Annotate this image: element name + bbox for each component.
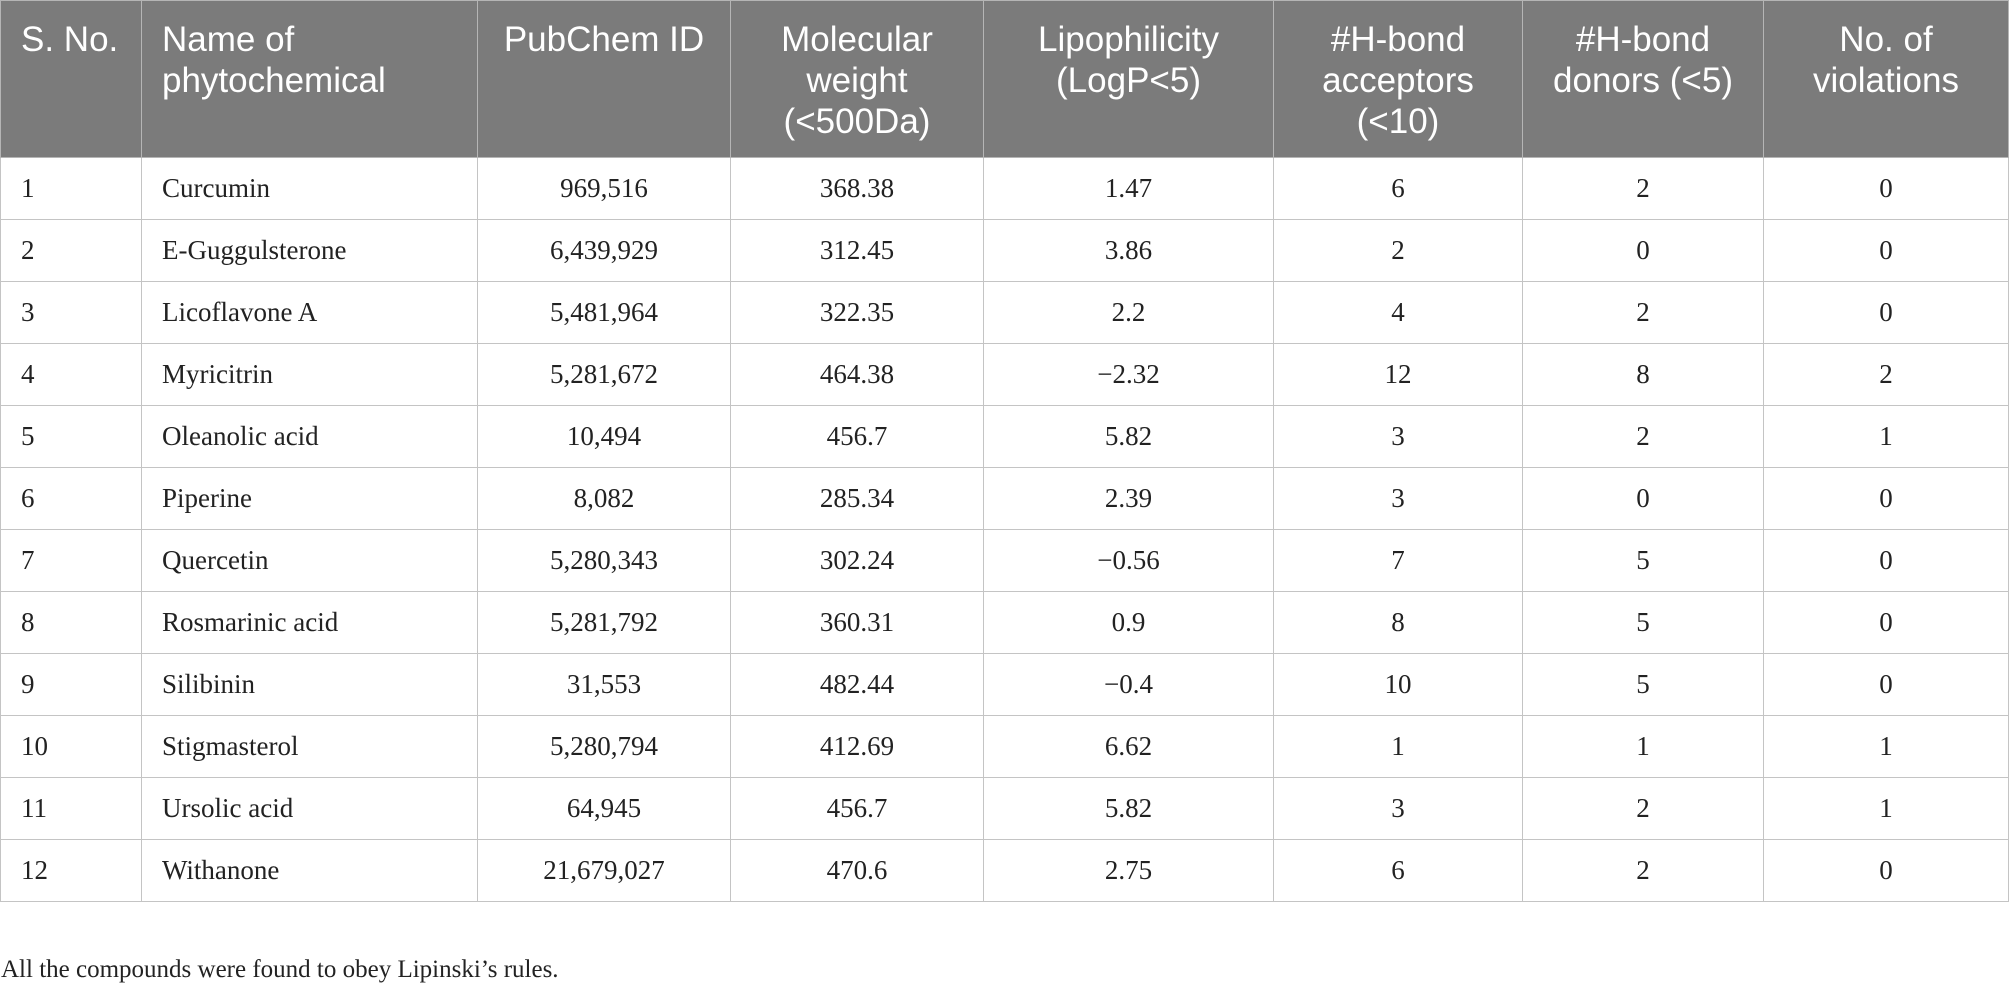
table-row (1, 592, 2009, 654)
cell-violations: 0 (1764, 654, 2009, 716)
cell-molecular-weight: 322.35 (731, 282, 984, 344)
cell-hbond-donors: 2 (1523, 406, 1764, 468)
table-row (1, 716, 2009, 778)
cell-hbond-donors: 2 (1523, 282, 1764, 344)
table-row (1, 530, 2009, 592)
cell-hbond-donors: 2 (1523, 778, 1764, 840)
cell-hbond-acceptors: 12 (1274, 344, 1523, 406)
cell-violations: 0 (1764, 468, 2009, 530)
cell-molecular-weight: 302.24 (731, 530, 984, 592)
cell-name: Stigmasterol (142, 716, 478, 778)
cell-lipophilicity: −0.4 (984, 654, 1274, 716)
cell-lipophilicity: 3.86 (984, 220, 1274, 282)
table-body (1, 158, 2009, 902)
cell-violations: 0 (1764, 220, 2009, 282)
cell-lipophilicity: −0.56 (984, 530, 1274, 592)
cell-pubchem-id: 5,481,964 (478, 282, 731, 344)
cell-pubchem-id: 8,082 (478, 468, 731, 530)
cell-hbond-acceptors: 4 (1274, 282, 1523, 344)
cell-s-no: 1 (1, 158, 142, 220)
cell-hbond-acceptors: 10 (1274, 654, 1523, 716)
cell-molecular-weight: 360.31 (731, 592, 984, 654)
table-row (1, 344, 2009, 406)
table-row (1, 840, 2009, 902)
column-header-pubchem-id: PubChem ID (478, 1, 731, 158)
cell-pubchem-id: 5,280,794 (478, 716, 731, 778)
cell-s-no: 11 (1, 778, 142, 840)
cell-name: Quercetin (142, 530, 478, 592)
table-row (1, 778, 2009, 840)
column-header-s-no: S. No. (1, 1, 142, 158)
cell-lipophilicity: 0.9 (984, 592, 1274, 654)
cell-molecular-weight: 285.34 (731, 468, 984, 530)
cell-pubchem-id: 6,439,929 (478, 220, 731, 282)
cell-s-no: 6 (1, 468, 142, 530)
table-row (1, 282, 2009, 344)
cell-hbond-acceptors: 6 (1274, 840, 1523, 902)
column-header-lipophilicity: Lipophilicity (LogP<5) (984, 1, 1274, 158)
cell-name: Myricitrin (142, 344, 478, 406)
table-row (1, 468, 2009, 530)
cell-s-no: 7 (1, 530, 142, 592)
cell-s-no: 10 (1, 716, 142, 778)
cell-hbond-donors: 8 (1523, 344, 1764, 406)
cell-molecular-weight: 464.38 (731, 344, 984, 406)
cell-s-no: 4 (1, 344, 142, 406)
cell-molecular-weight: 412.69 (731, 716, 984, 778)
cell-violations: 2 (1764, 344, 2009, 406)
column-header-name: Name of phytochemical (142, 1, 478, 158)
cell-pubchem-id: 5,281,792 (478, 592, 731, 654)
cell-hbond-acceptors: 7 (1274, 530, 1523, 592)
table-row (1, 406, 2009, 468)
cell-s-no: 8 (1, 592, 142, 654)
cell-hbond-acceptors: 2 (1274, 220, 1523, 282)
cell-violations: 1 (1764, 406, 2009, 468)
cell-hbond-donors: 5 (1523, 530, 1764, 592)
cell-lipophilicity: −2.32 (984, 344, 1274, 406)
column-header-hbond-donors: #H-bond donors (<5) (1523, 1, 1764, 158)
cell-hbond-acceptors: 3 (1274, 406, 1523, 468)
cell-molecular-weight: 470.6 (731, 840, 984, 902)
cell-s-no: 5 (1, 406, 142, 468)
cell-violations: 1 (1764, 716, 2009, 778)
cell-lipophilicity: 2.2 (984, 282, 1274, 344)
cell-hbond-acceptors: 3 (1274, 778, 1523, 840)
cell-lipophilicity: 2.39 (984, 468, 1274, 530)
table-row (1, 654, 2009, 716)
cell-hbond-donors: 0 (1523, 468, 1764, 530)
cell-lipophilicity: 5.82 (984, 778, 1274, 840)
column-header-hbond-acceptors: #H-bond acceptors (<10) (1274, 1, 1523, 158)
cell-name: Licoflavone A (142, 282, 478, 344)
table-footnote: All the compounds were found to obey Lipinski’s rules. (1, 956, 559, 983)
cell-name: Curcumin (142, 158, 478, 220)
cell-pubchem-id: 5,280,343 (478, 530, 731, 592)
cell-lipophilicity: 1.47 (984, 158, 1274, 220)
cell-name: Rosmarinic acid (142, 592, 478, 654)
header-row (1, 1, 2009, 158)
cell-hbond-acceptors: 8 (1274, 592, 1523, 654)
table-row (1, 158, 2009, 220)
cell-violations: 0 (1764, 282, 2009, 344)
cell-hbond-donors: 5 (1523, 592, 1764, 654)
cell-name: Oleanolic acid (142, 406, 478, 468)
cell-molecular-weight: 482.44 (731, 654, 984, 716)
cell-molecular-weight: 368.38 (731, 158, 984, 220)
cell-hbond-donors: 0 (1523, 220, 1764, 282)
cell-name: Silibinin (142, 654, 478, 716)
cell-s-no: 3 (1, 282, 142, 344)
table-header (1, 1, 2009, 158)
cell-name: Piperine (142, 468, 478, 530)
cell-hbond-donors: 5 (1523, 654, 1764, 716)
cell-lipophilicity: 6.62 (984, 716, 1274, 778)
cell-pubchem-id: 64,945 (478, 778, 731, 840)
column-header-molecular-weight: Molecular weight (<500Da) (731, 1, 984, 158)
cell-pubchem-id: 10,494 (478, 406, 731, 468)
cell-hbond-acceptors: 6 (1274, 158, 1523, 220)
cell-hbond-acceptors: 3 (1274, 468, 1523, 530)
cell-pubchem-id: 31,553 (478, 654, 731, 716)
cell-name: Withanone (142, 840, 478, 902)
cell-violations: 1 (1764, 778, 2009, 840)
cell-pubchem-id: 969,516 (478, 158, 731, 220)
cell-violations: 0 (1764, 840, 2009, 902)
cell-violations: 0 (1764, 530, 2009, 592)
cell-violations: 0 (1764, 592, 2009, 654)
cell-molecular-weight: 456.7 (731, 406, 984, 468)
column-header-violations: No. of violations (1764, 1, 2009, 158)
cell-s-no: 12 (1, 840, 142, 902)
cell-lipophilicity: 2.75 (984, 840, 1274, 902)
cell-s-no: 2 (1, 220, 142, 282)
cell-molecular-weight: 312.45 (731, 220, 984, 282)
cell-name: E-Guggulsterone (142, 220, 478, 282)
cell-molecular-weight: 456.7 (731, 778, 984, 840)
cell-hbond-donors: 1 (1523, 716, 1764, 778)
table-row (1, 220, 2009, 282)
cell-hbond-donors: 2 (1523, 840, 1764, 902)
cell-violations: 0 (1764, 158, 2009, 220)
cell-pubchem-id: 21,679,027 (478, 840, 731, 902)
cell-hbond-donors: 2 (1523, 158, 1764, 220)
cell-name: Ursolic acid (142, 778, 478, 840)
cell-lipophilicity: 5.82 (984, 406, 1274, 468)
cell-s-no: 9 (1, 654, 142, 716)
cell-pubchem-id: 5,281,672 (478, 344, 731, 406)
cell-hbond-acceptors: 1 (1274, 716, 1523, 778)
